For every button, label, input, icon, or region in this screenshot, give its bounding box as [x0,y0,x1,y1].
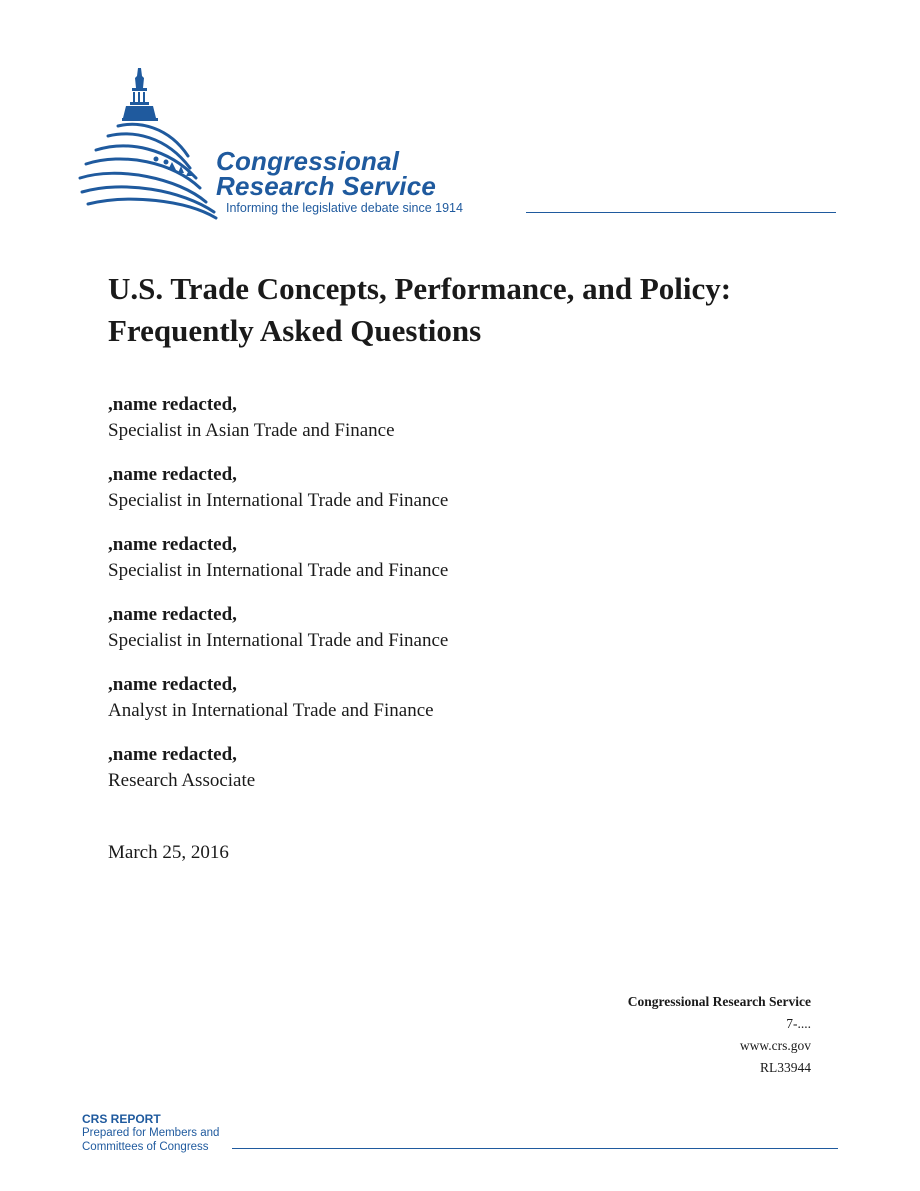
author-entry [108,742,448,794]
author-role: Specialist in International Trade and Finance [108,630,449,651]
footer-rule [232,1148,838,1149]
author-name: ,name redacted, [108,394,237,415]
brand-tagline: Informing the legislative debate since 1914 [226,201,463,215]
report-title-line1: U.S. Trade Concepts, Performance, and Policy: [108,271,732,306]
footer-report-number: RL33944 [759,1060,811,1075]
author-name: ,name redacted, [108,744,237,765]
brand-name-line1: Congressional [216,146,400,176]
tagline-rule [526,212,836,213]
author-entry [108,672,448,724]
report-title-line2: Frequently Asked Questions [108,313,482,348]
footer-website-link[interactable]: www.crs.gov [739,1038,811,1053]
footer-organization: Congressional Research Service [627,994,811,1009]
author-role: Analyst in International Trade and Finance [108,700,434,721]
report-date: March 25, 2016 [108,842,229,863]
author-name: ,name redacted, [108,674,237,695]
crs-report-committees-line: Committees of Congress [82,1141,209,1153]
crs-report-label: CRS REPORT [82,1112,161,1126]
author-role: Specialist in International Trade and Finance [108,560,449,581]
author-role: Specialist in Asian Trade and Finance [108,420,395,441]
capitol-dome-icon [78,66,218,226]
author-list [108,392,448,812]
footer-contact [628,991,811,1079]
author-entry [108,602,448,654]
crs-report-prepared-line: Prepared for Members and [82,1127,220,1139]
crs-report-block [82,1112,838,1154]
footer-phone: 7-.... [786,1016,811,1031]
author-entry [108,532,448,584]
author-role: Research Associate [108,770,256,791]
crs-logo [78,66,838,226]
author-entry [108,462,448,514]
author-entry [108,392,448,444]
author-name: ,name redacted, [108,534,237,555]
brand-name-line2: Research Service [216,171,437,201]
report-title [108,268,848,352]
author-name: ,name redacted, [108,464,237,485]
author-role: Specialist in International Trade and Finance [108,490,449,511]
author-name: ,name redacted, [108,604,237,625]
